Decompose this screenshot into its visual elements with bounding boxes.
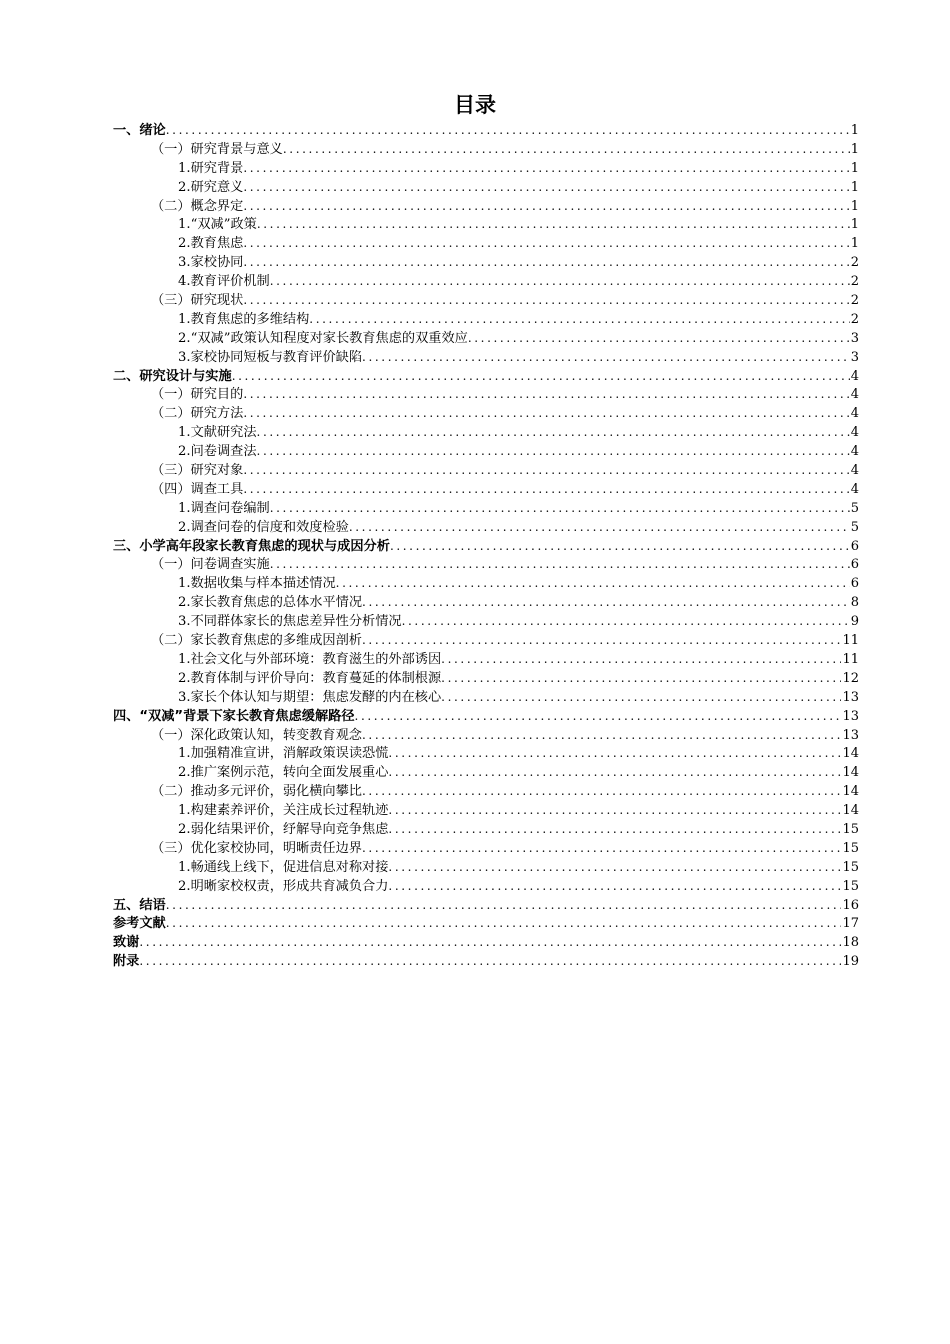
toc-dot-leader	[232, 367, 850, 386]
toc-page-number: 13	[842, 727, 859, 743]
toc-entry[interactable]	[113, 707, 859, 726]
toc-dot-leader	[362, 782, 841, 801]
toc-dot-leader	[362, 631, 841, 650]
toc-entry[interactable]	[113, 801, 859, 820]
toc-page-number: 18	[842, 935, 859, 951]
toc-entry-label: 一、绪论	[113, 123, 166, 138]
toc-entry[interactable]	[113, 480, 859, 499]
toc-page-number: 6	[850, 538, 859, 554]
toc-dot-leader	[441, 688, 841, 707]
toc-dot-leader	[270, 272, 850, 291]
toc-dot-leader	[243, 291, 849, 310]
toc-entry[interactable]	[113, 688, 859, 707]
toc-page-number: 14	[842, 765, 859, 781]
toc-page-number: 2	[850, 274, 859, 290]
toc-dot-leader	[243, 461, 849, 480]
toc-page-number: 1	[850, 141, 859, 157]
toc-entry[interactable]	[113, 367, 859, 386]
toc-entry[interactable]	[113, 877, 859, 896]
toc-entry-label: 3.家长个体认知与期望：焦虑发酵的内在核心	[178, 689, 442, 705]
toc-entry[interactable]	[113, 329, 859, 348]
toc-entry-label: 2.明晰家校权责，形成共育减负合力	[178, 878, 389, 894]
toc-dot-leader	[243, 385, 849, 404]
toc-entry[interactable]	[113, 461, 859, 480]
toc-page-number: 1	[850, 198, 859, 214]
toc-dot-leader	[257, 215, 850, 234]
toc-page-number: 13	[842, 689, 859, 705]
toc-dot-leader	[388, 820, 841, 839]
toc-entry[interactable]	[113, 215, 859, 234]
toc-entry[interactable]	[113, 537, 859, 556]
toc-entry[interactable]	[113, 952, 859, 971]
toc-page-number: 2	[850, 293, 859, 309]
toc-dot-leader	[390, 537, 850, 556]
toc-dot-leader	[270, 555, 850, 574]
toc-entry-label: 2.调查问卷的信度和效度检验	[178, 519, 349, 535]
toc-entry[interactable]	[113, 385, 859, 404]
toc-dot-leader	[243, 253, 849, 272]
toc-page-number: 1	[850, 179, 859, 195]
toc-entry-label: 参考文献	[113, 916, 166, 932]
toc-page-number: 14	[842, 746, 859, 762]
toc-dot-leader	[166, 914, 842, 933]
toc-page-number: 4	[850, 444, 859, 460]
toc-dot-leader	[388, 744, 841, 763]
toc-entry-label: （三）优化家校协同，明晰责任边界	[151, 840, 362, 856]
toc-page-number: 15	[842, 821, 859, 837]
toc-entry-label: （一）研究背景与意义	[151, 141, 283, 157]
toc-entry-label: （三）研究对象	[151, 463, 244, 479]
toc-entry[interactable]	[113, 782, 859, 801]
toc-page-number: 9	[850, 614, 859, 630]
toc-page-number: 4	[850, 425, 859, 441]
toc-page-number: 1	[850, 217, 859, 233]
toc-entry-label: 2.“双减”政策认知程度对家长教育焦虑的双重效应	[178, 330, 468, 346]
toc-dot-leader	[362, 348, 850, 367]
toc-entry[interactable]	[113, 896, 859, 915]
toc-dot-leader	[139, 952, 841, 971]
toc-dot-leader	[388, 858, 841, 877]
toc-page-number: 4	[850, 481, 859, 497]
toc-entry-label: 1.调查问卷编制	[178, 500, 270, 516]
toc-entry[interactable]	[113, 159, 859, 178]
toc-entry-label: 2.弱化结果评价，纾解导向竞争焦虑	[178, 821, 389, 837]
toc-dot-leader	[362, 839, 841, 858]
toc-page-number: 3	[850, 330, 859, 346]
toc-entry[interactable]	[113, 121, 859, 140]
toc-dot-leader	[336, 574, 850, 593]
toc-dot-leader	[388, 877, 841, 896]
toc-entry-label: 2.教育焦虑	[178, 236, 244, 252]
toc-entry[interactable]	[113, 178, 859, 197]
toc-entry-label: 1.加强精准宣讲，消解政策误读恐慌	[178, 746, 389, 762]
toc-entry-label: 3.家校协同短板与教育评价缺陷	[178, 349, 363, 365]
toc-page-number: 6	[850, 557, 859, 573]
toc-dot-leader	[441, 650, 841, 669]
toc-entry-label: （一）深化政策认知，转变教育观念	[151, 727, 362, 743]
toc-page-number: 12	[842, 670, 859, 686]
toc-dot-leader	[257, 423, 850, 442]
toc-dot-leader	[139, 933, 841, 952]
toc-dot-leader	[257, 442, 850, 461]
toc-entry[interactable]	[113, 839, 859, 858]
toc-entry[interactable]	[113, 272, 859, 291]
toc-page-number: 4	[850, 406, 859, 422]
toc-dot-leader	[166, 896, 842, 915]
toc-dot-leader	[309, 310, 849, 329]
toc-entry[interactable]	[113, 726, 859, 745]
toc-entry-label: （二）概念界定	[151, 198, 244, 214]
toc-entry[interactable]	[113, 612, 859, 631]
toc-page-number: 15	[842, 878, 859, 894]
toc-dot-leader	[243, 159, 849, 178]
toc-page-number: 14	[842, 784, 859, 800]
toc-page-number: 15	[842, 859, 859, 875]
toc-entry[interactable]	[113, 499, 859, 518]
toc-entry[interactable]	[113, 253, 859, 272]
toc-entry[interactable]	[113, 555, 859, 574]
toc-entry[interactable]	[113, 574, 859, 593]
toc-page-number: 19	[842, 954, 859, 970]
toc-entry[interactable]	[113, 140, 859, 159]
toc-entry-label: 1.文献研究法	[178, 425, 257, 441]
toc-page-number: 4	[850, 368, 859, 384]
toc-dot-leader	[362, 726, 841, 745]
toc-entry-label: 1.教育焦虑的多维结构	[178, 311, 310, 327]
toc-entry[interactable]	[113, 423, 859, 442]
toc-entry-label: 四、“双减”背景下家长教育焦虑缓解路径	[113, 708, 355, 724]
toc-entry-label: （一）问卷调查实施	[151, 557, 270, 573]
toc-entry-label: 1.“双减”政策	[178, 217, 257, 233]
toc-entry-label: 五、结语	[113, 897, 166, 913]
toc-entry[interactable]	[113, 404, 859, 423]
toc-entry-label: 2.问卷调查法	[178, 444, 257, 460]
toc-dot-leader	[283, 140, 850, 159]
toc-entry-label: （一）研究目的	[151, 387, 244, 403]
toc-entry[interactable]	[113, 820, 859, 839]
toc-entry-label: 2.家长教育焦虑的总体水平情况	[178, 595, 363, 611]
toc-entry-label: 附录	[113, 954, 140, 970]
toc-page-number: 14	[842, 803, 859, 819]
toc-dot-leader	[349, 518, 850, 537]
toc-entry[interactable]	[113, 348, 859, 367]
toc-dot-leader	[355, 707, 842, 726]
toc-entry-label: 2.研究意义	[178, 179, 244, 195]
toc-page-number: 17	[842, 916, 859, 932]
toc-dot-leader	[243, 404, 849, 423]
toc-entry[interactable]	[113, 650, 859, 669]
toc-entry-label: （四）调查工具	[151, 481, 244, 497]
toc-entry-label: 三、小学高年段家长教育焦虑的现状与成因分析	[113, 538, 390, 554]
toc-entry[interactable]	[113, 669, 859, 688]
toc-dot-leader	[243, 234, 849, 253]
toc-dot-leader	[362, 593, 850, 612]
toc-dot-leader	[468, 329, 850, 348]
toc-entry[interactable]	[113, 933, 859, 952]
toc-entry[interactable]	[113, 291, 859, 310]
toc-page-number: 16	[842, 897, 859, 913]
toc-dot-leader	[402, 612, 850, 631]
toc-dot-leader	[243, 197, 849, 216]
toc-entry[interactable]	[113, 763, 859, 782]
toc-entry-label: 1.畅通线上线下，促进信息对称对接	[178, 859, 389, 875]
toc-entry[interactable]	[113, 744, 859, 763]
toc-page-number: 2	[850, 311, 859, 327]
toc-page-number: 1	[850, 123, 859, 138]
toc-entry-label: （二）家长教育焦虑的多维成因剖析	[151, 633, 362, 649]
toc-entry-label: （二）研究方法	[151, 406, 244, 422]
toc-entry[interactable]	[113, 593, 859, 612]
toc-entry-label: 致谢	[113, 935, 140, 951]
toc-page-number: 2	[850, 255, 859, 271]
toc-page-number: 5	[850, 519, 859, 535]
toc-dot-leader	[243, 480, 849, 499]
toc-dot-leader	[388, 763, 841, 782]
toc-page-number: 3	[850, 349, 859, 365]
toc-dot-leader	[243, 178, 849, 197]
toc-dot-leader	[388, 801, 841, 820]
toc-page-number: 6	[850, 576, 859, 592]
toc-entry-label: 2.推广案例示范，转向全面发展重心	[178, 765, 389, 781]
toc-entry-label: 1.数据收集与样本描述情况	[178, 576, 336, 592]
toc-entry-label: （三）研究现状	[151, 293, 244, 309]
toc-page-number: 1	[850, 236, 859, 252]
toc-entry[interactable]	[113, 197, 859, 216]
toc-entry-label: 二、研究设计与实施	[113, 368, 232, 384]
toc-entry[interactable]	[113, 518, 859, 537]
table-of-contents	[113, 121, 859, 971]
toc-page-number: 4	[850, 387, 859, 403]
toc-entry[interactable]	[113, 310, 859, 329]
toc-entry-label: （二）推动多元评价，弱化横向攀比	[151, 784, 362, 800]
toc-page-number: 15	[842, 840, 859, 856]
toc-page-number: 11	[842, 651, 859, 667]
toc-entry[interactable]	[113, 858, 859, 877]
toc-entry-label: 1.研究背景	[178, 160, 244, 176]
toc-page-number: 4	[850, 463, 859, 479]
toc-title: 目录	[454, 93, 496, 117]
toc-page-number: 1	[850, 160, 859, 176]
toc-page-number: 11	[842, 633, 859, 649]
toc-entry-label: 1.社会文化与外部环境：教育滋生的外部诱因	[178, 651, 442, 667]
toc-dot-leader	[270, 499, 850, 518]
toc-dot-leader	[441, 669, 841, 688]
toc-entry-label: 3.不同群体家长的焦虑差异性分析情况	[178, 614, 402, 630]
toc-entry-label: 4.教育评价机制	[178, 274, 270, 290]
toc-dot-leader	[166, 121, 850, 140]
toc-entry[interactable]	[113, 442, 859, 461]
toc-entry-label: 2.教育体制与评价导向：教育蔓延的体制根源	[178, 670, 442, 686]
toc-page-number: 13	[842, 708, 859, 724]
toc-entry[interactable]	[113, 631, 859, 650]
toc-page-number: 8	[850, 595, 859, 611]
toc-entry[interactable]	[113, 914, 859, 933]
toc-entry[interactable]	[113, 234, 859, 253]
toc-entry-label: 1.构建素养评价，关注成长过程轨迹	[178, 803, 389, 819]
toc-entry-label: 3.家校协同	[178, 255, 244, 271]
toc-page-number: 5	[850, 500, 859, 516]
